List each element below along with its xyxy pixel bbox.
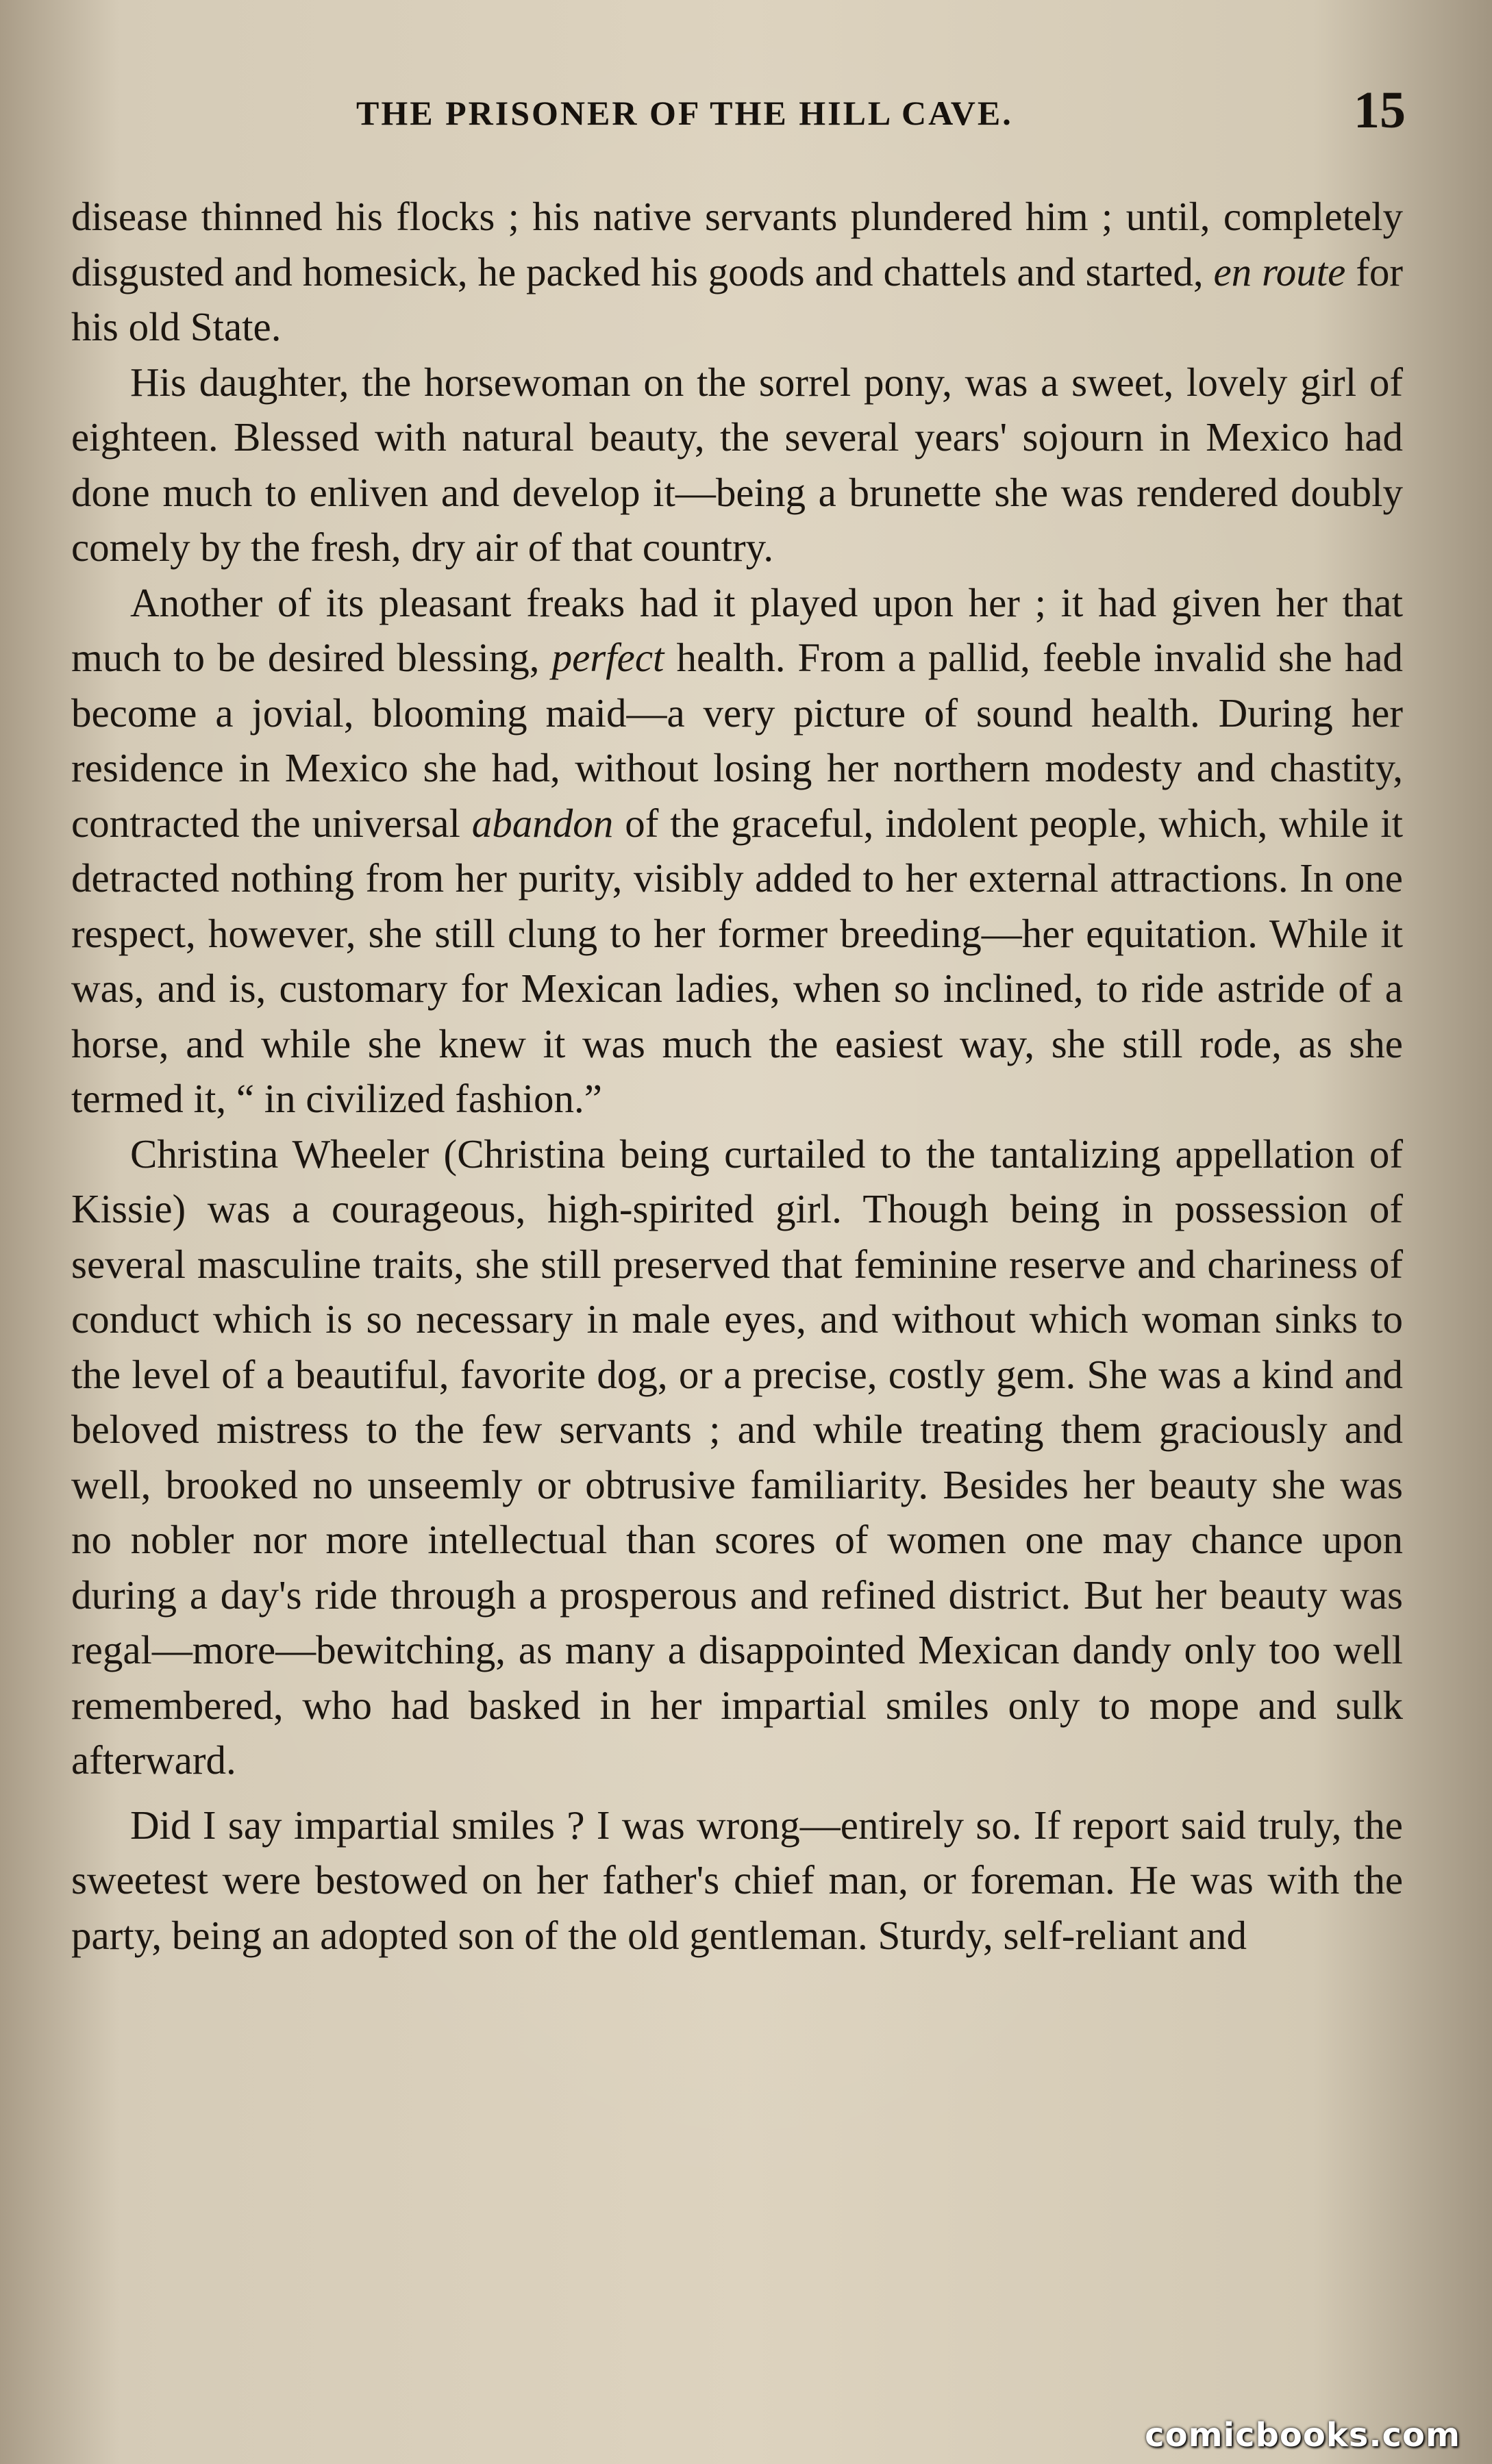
paragraph: His daughter, the horsewoman on the sorrel pony, was a sweet, lovely girl of eighteen. Blessed with natural beauty, the several years' sojourn in Mexico had done much to enliven and develop it—being a brunette she was rendered doubly comely by the fresh, dry air of that country. <box>71 359 1403 570</box>
paragraph-text: Another of its pleasant freaks had it played upon her ; it had given her that much to be desired blessing, <box>71 579 1403 680</box>
paragraph-text: disease thinned his flocks ; his native servants plundered him ; until, completely disgusted and homesick, he packed his goods and chattels and started, <box>71 194 1403 294</box>
watermark: comicbooks.com <box>1145 2416 1460 2454</box>
paragraph-continued <box>71 189 1403 355</box>
italic-word: abandon <box>471 800 614 846</box>
page-number: 15 <box>1354 81 1406 139</box>
paragraph <box>71 575 1403 1127</box>
italic-phrase: en route <box>1213 249 1346 294</box>
paragraph-text: for his old State. <box>71 249 1404 349</box>
page-header <box>356 81 1406 156</box>
paragraph-text: health. From a pallid, feeble invalid she had become a jovial, blooming maid—a very picture of sound health. During her residence in Mexico she had, without losing her northern modesty and chastity, contracted the universal <box>71 635 1404 846</box>
italic-word: perfect <box>551 635 664 680</box>
paragraph: Did I say impartial smiles ? I was wrong—entirely so. If report said truly, the sweetest were bestowed on her father's chief man, or foreman. He was with the party, being an adopted son of the old gentleman. Sturdy, self-reliant and <box>71 1802 1403 1958</box>
running-head: THE PRISONER OF THE HILL CAVE. <box>356 94 1013 132</box>
paragraph: Christina Wheeler (Christina being curtailed to the tantalizing appellation of Kissie) was a courageous, high-spirited girl. Though being in possession of several masculine traits, she still preserved that feminine reserve and chariness of conduct which is so necessary in male eyes, and without which woman sinks to the level of a beautiful, favorite dog, or a precise, costly gem. She was a kind and beloved mistress to the few servants ; and while treating them graciously and well, brooked no unseemly or obtrusive familiarity. Besides her beauty she was no nobler nor more intellectual than scores of women one may chance upon during a day's ride through a prosperous and refined district. But her beauty was regal—more—bewitching, as many a disappointed Mexican dandy only too well remembered, who had basked in her impartial smiles only to mope and sulk afterward. <box>71 1131 1403 1783</box>
body-text <box>71 189 1403 1963</box>
paragraph-text: of the graceful, indolent people, which, while it detracted nothing from her purity, visibly added to her external attractions. In one respect, however, she still clung to her former breeding—her equitation. While it was, and is, customary for Mexican ladies, when so inclined, to ride astride of a horse, and while she knew it was much the easiest way, she still rode, as she termed it, “ in civilized fashion.” <box>71 800 1404 1121</box>
